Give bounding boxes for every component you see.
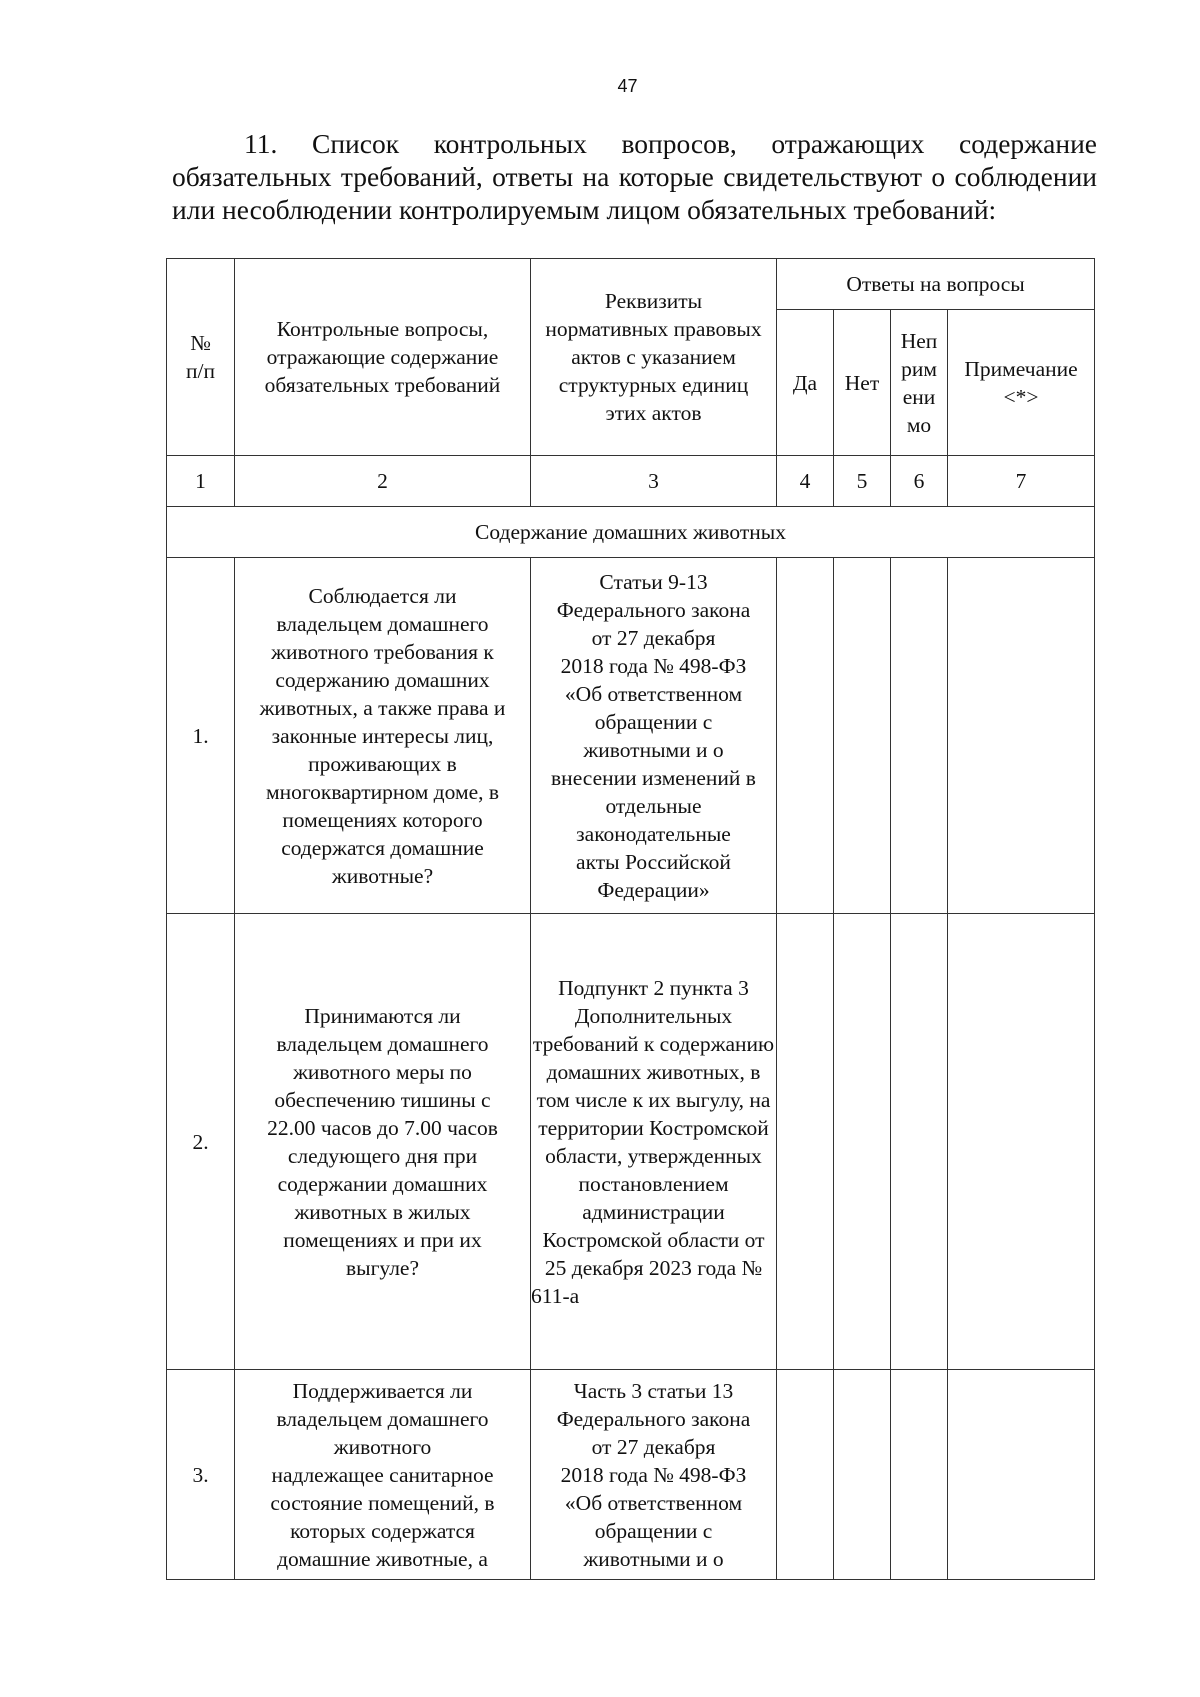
header-requisites: Реквизиты нормативных правовых актов с указанием структурных единиц этих актов: [531, 259, 777, 456]
table-row: [167, 558, 1095, 914]
answer-na-cell[interactable]: [891, 558, 948, 914]
row-requisites: Статьи 9-13 Федерального закона от 27 декабря 2018 года № 498-ФЗ «Об ответственном обращении с животными и о внесении изменений в отдельные законодательные акты Российской Федерации»: [531, 558, 777, 914]
header-note: Примечание <*>: [948, 310, 1095, 456]
column-number: 1: [167, 456, 235, 507]
column-number: 5: [834, 456, 891, 507]
section-row: [167, 507, 1095, 558]
note-cell[interactable]: [948, 914, 1095, 1370]
note-cell[interactable]: [948, 558, 1095, 914]
row-number: 3.: [167, 1370, 235, 1580]
header-row: [167, 259, 1095, 310]
row-requisites: Часть 3 статьи 13 Федерального закона от 27 декабря 2018 года № 498-ФЗ «Об ответственном обращении с животными и о: [531, 1370, 777, 1580]
note-cell[interactable]: [948, 1370, 1095, 1580]
row-question: Соблюдается ли владельцем домашнего животного требования к содержанию домашних животных, а также права и законные интересы лиц, проживающих в многоквартирном доме, в помещениях которого содержатся домашние животные?: [235, 558, 531, 914]
header-no: Нет: [834, 310, 891, 456]
column-number: 3: [531, 456, 777, 507]
answer-yes-cell[interactable]: [777, 1370, 834, 1580]
header-question: Контрольные вопросы, отражающие содержание обязательных требований: [235, 259, 531, 456]
section-title: Содержание домашних животных: [167, 507, 1095, 558]
column-number: 4: [777, 456, 834, 507]
section-heading: 11. Список контрольных вопросов, отражающих содержание обязательных требований, ответы на которые свидетельствуют о соблюдении или несоблюдении контролируемым лицом обязательных требований:: [172, 128, 1097, 225]
column-number-row: [167, 456, 1095, 507]
header-answers: Ответы на вопросы: [777, 259, 1095, 310]
answer-no-cell[interactable]: [834, 914, 891, 1370]
answer-no-cell[interactable]: [834, 1370, 891, 1580]
row-number: 1.: [167, 558, 235, 914]
row-question: Принимаются ли владельцем домашнего животного меры по обеспечению тишины с 22.00 часов до 7.00 часов следующего дня при содержании домашних животных в жилых помещениях и при их выгуле?: [235, 914, 531, 1370]
column-number: 6: [891, 456, 948, 507]
answer-no-cell[interactable]: [834, 558, 891, 914]
column-number: 7: [948, 456, 1095, 507]
row-number: 2.: [167, 914, 235, 1370]
answer-yes-cell[interactable]: [777, 558, 834, 914]
checklist-table: [166, 258, 1095, 1580]
column-number: 2: [235, 456, 531, 507]
answer-na-cell[interactable]: [891, 914, 948, 1370]
header-not-applicable: Неп рим ени мо: [891, 310, 948, 456]
row-question: Поддерживается ли владельцем домашнего животного надлежащее санитарное состояние помещений, в которых содержатся домашние животные, а: [235, 1370, 531, 1580]
page-number: 47: [617, 76, 638, 96]
answer-na-cell[interactable]: [891, 1370, 948, 1580]
table-row: [167, 1370, 1095, 1580]
header-yes: Да: [777, 310, 834, 456]
table-row: [167, 914, 1095, 1370]
row-requisites: Подпункт 2 пункта 3 Дополнительных требований к содержанию домашних животных, в том числе к их выгулу, на территории Костромской области, утвержденных постановлением администрации Костромской области от 25 декабря 2023 года № 611-а: [531, 914, 777, 1370]
header-num: № п/п: [167, 259, 235, 456]
answer-yes-cell[interactable]: [777, 914, 834, 1370]
